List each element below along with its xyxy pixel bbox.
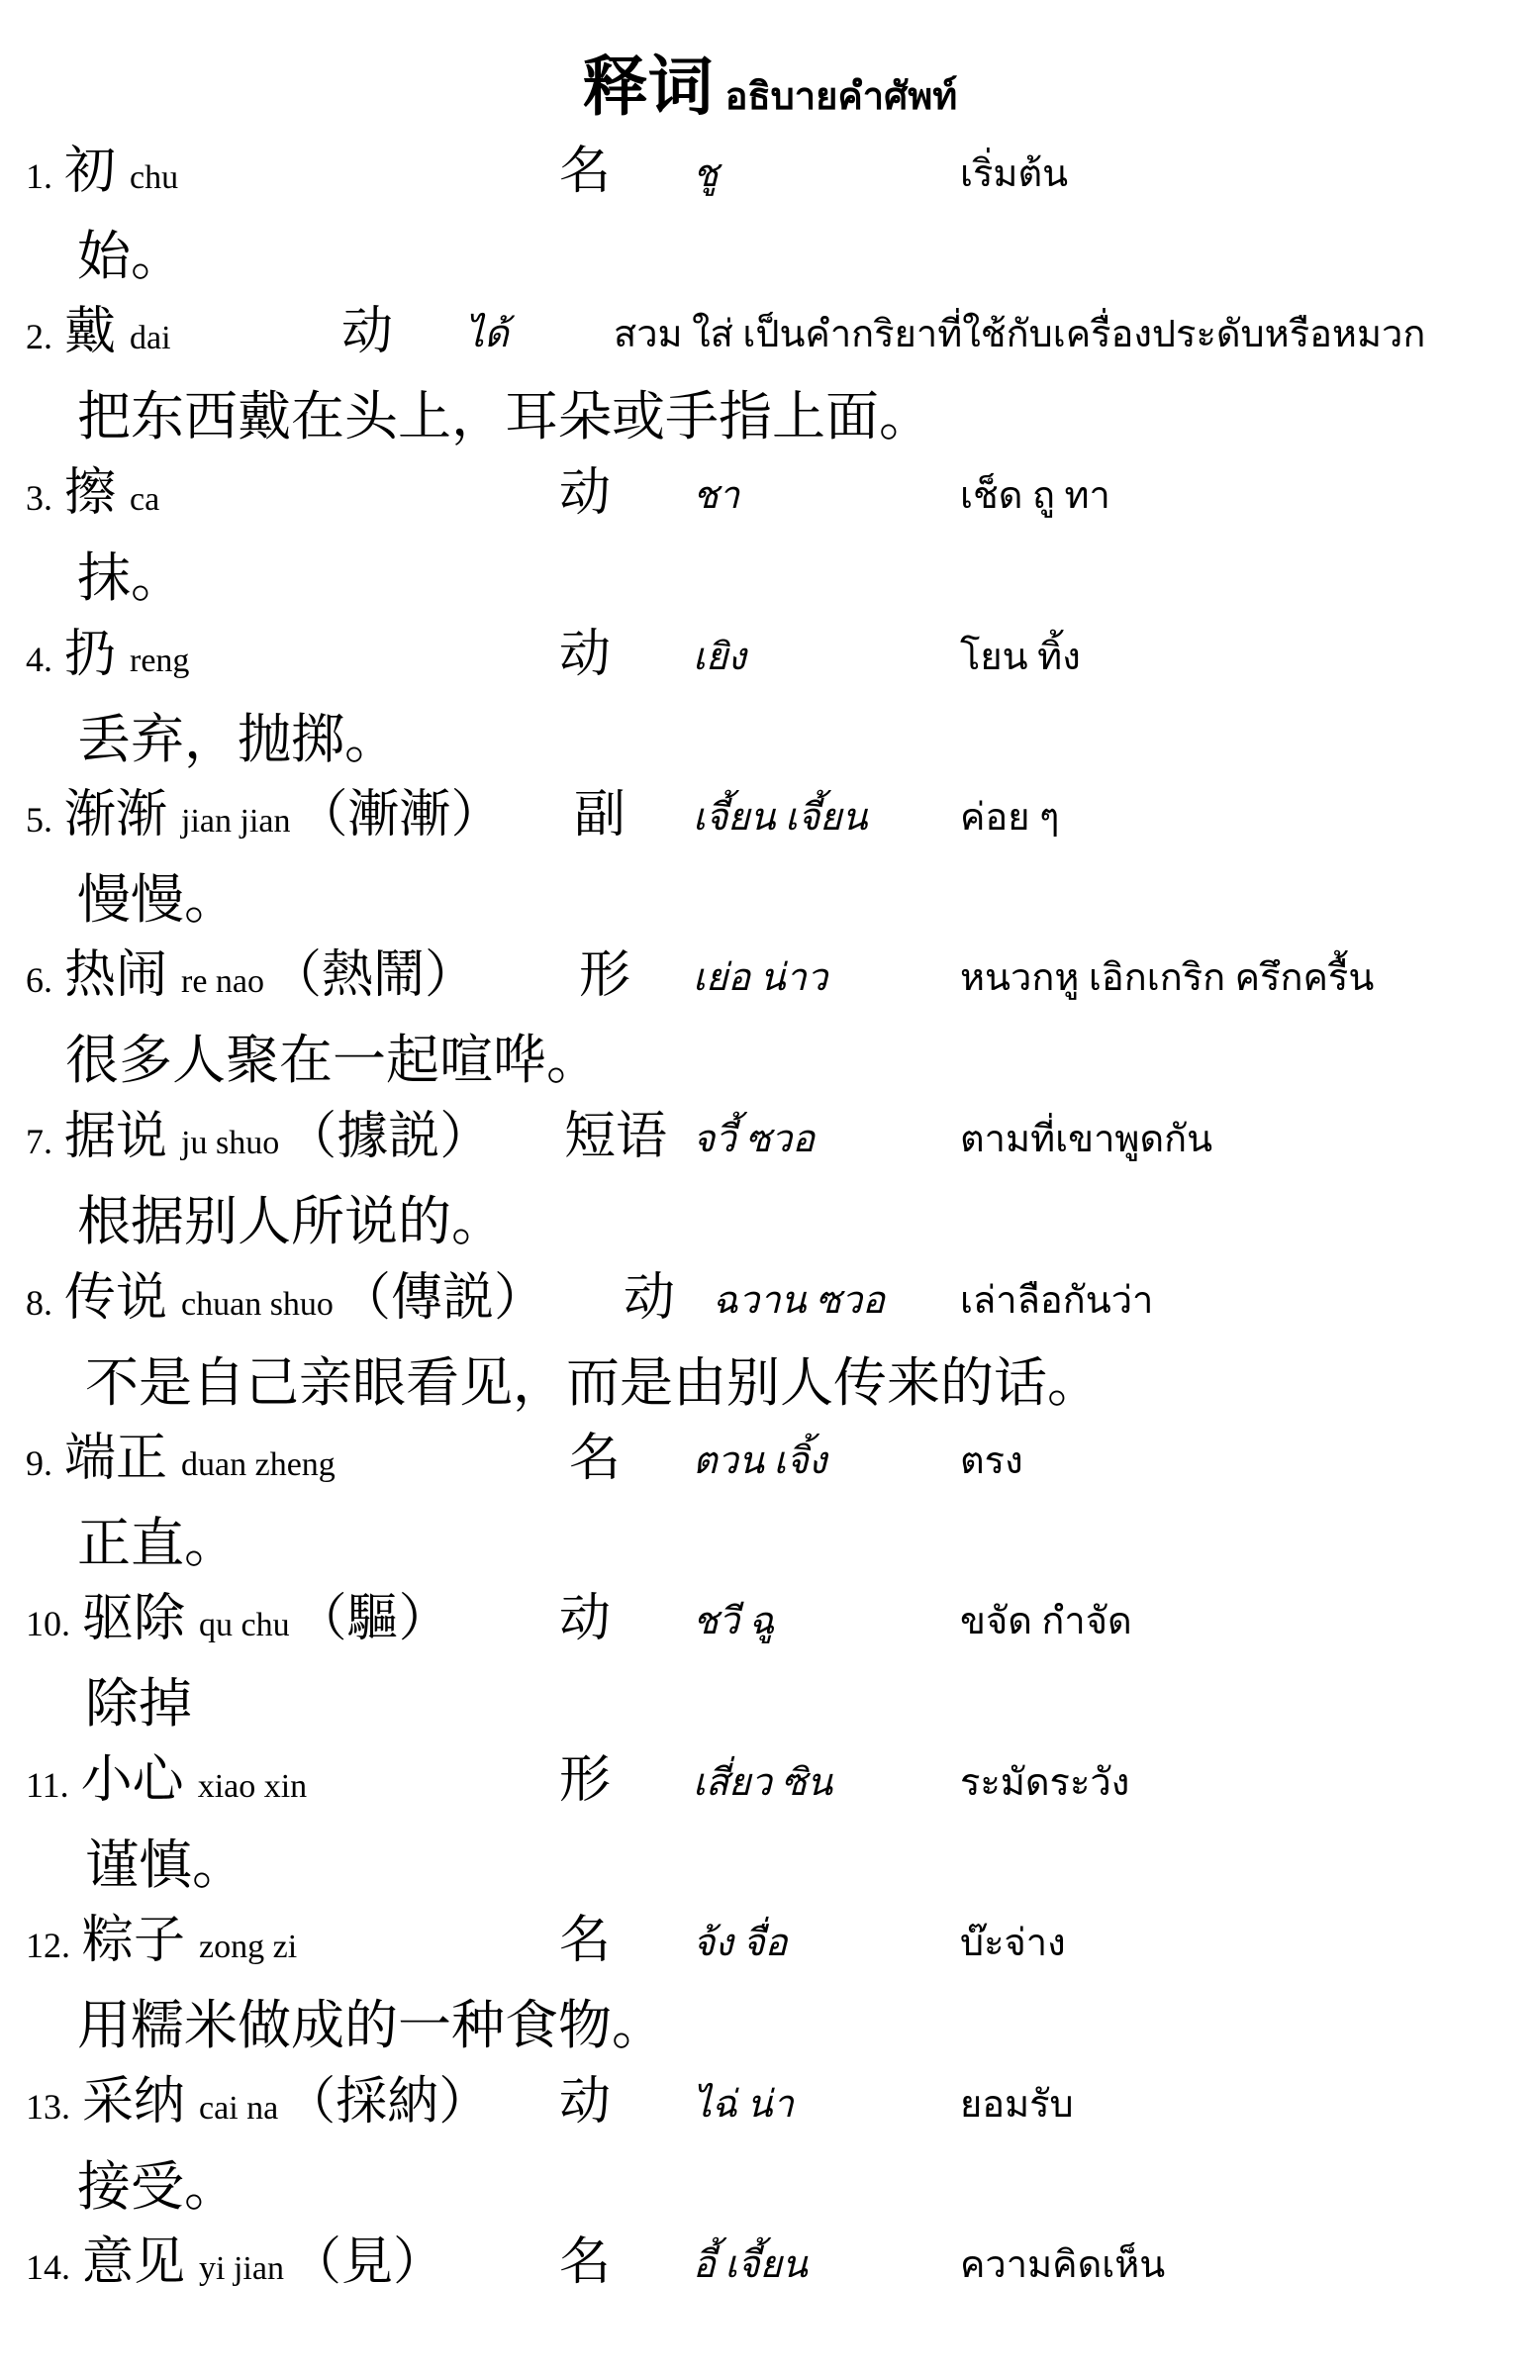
- definition: 始。: [77, 225, 184, 287]
- list-item: [0, 129, 1540, 289]
- entry-number: 3.: [26, 478, 52, 518]
- thai-pronunciation: เจี้ยน เจี้ยน: [693, 797, 868, 839]
- title-thai: อธิบายคำศัพท์: [724, 76, 958, 118]
- headword-line: [26, 2059, 490, 2138]
- list-item: [0, 1094, 1540, 1254]
- thai-meaning: หนวกหู เอิกเกริก ครึกครื้น: [960, 957, 1375, 999]
- list-item: [0, 1898, 1540, 2058]
- part-of-speech: 动: [559, 625, 612, 684]
- headword: 小心: [80, 1750, 184, 1810]
- thai-pronunciation: เย่อ น่าว: [693, 957, 828, 999]
- thai-meaning: โยน ทิ้ง: [960, 637, 1081, 678]
- thai-pronunciation: ชู: [693, 153, 719, 195]
- headword-line: [26, 1576, 450, 1655]
- thai-meaning: เริ่มต้น: [960, 153, 1069, 195]
- thai-meaning: ค่อย ๆ: [960, 797, 1060, 839]
- part-of-speech: 名: [559, 142, 612, 201]
- headword-line: [26, 1898, 303, 1977]
- entry-number: 5.: [26, 800, 52, 840]
- headword-line: [26, 933, 476, 1012]
- pinyin: reng: [130, 643, 190, 679]
- headword-line: [26, 289, 177, 368]
- thai-meaning: ความคิดเห็น: [960, 2244, 1166, 2286]
- thai-meaning: ตามที่เขาพูดกัน: [960, 1119, 1213, 1160]
- thai-pronunciation: จ้ง จื่อ: [693, 1923, 788, 1964]
- definition: 丢弃，抛掷。: [77, 708, 398, 770]
- pinyin: cai na: [199, 2090, 279, 2127]
- traditional-form: （採納）: [284, 2072, 491, 2132]
- list-item: [0, 450, 1540, 611]
- headword: 采纳: [82, 2072, 186, 2132]
- entry-number: 4.: [26, 640, 52, 679]
- thai-meaning: ระมัดระวัง: [960, 1762, 1130, 1804]
- thai-pronunciation: เยิง: [693, 637, 746, 678]
- headword: 粽子: [82, 1911, 186, 1970]
- headword-line: [26, 1094, 491, 1173]
- part-of-speech: 名: [559, 1911, 612, 1970]
- thai-meaning: บ๊ะจ่าง: [960, 1923, 1066, 1964]
- definition: 很多人聚在一起喧哗。: [65, 1029, 600, 1091]
- definition: 把东西戴在头上，耳朵或手指上面。: [77, 385, 932, 447]
- headword-line: [26, 612, 195, 691]
- part-of-speech: 动: [559, 1589, 612, 1648]
- thai-meaning: ขจัด กำจัด: [960, 1601, 1132, 1642]
- entry-number: 9.: [26, 1443, 52, 1483]
- thai-pronunciation: เสี่ยว ซิน: [693, 1762, 833, 1804]
- entry-number: 8.: [26, 1283, 52, 1323]
- definition: 谨慎。: [85, 1834, 245, 1896]
- pinyin: xiao xin: [197, 1768, 308, 1805]
- thai-pronunciation: ได้: [465, 314, 509, 355]
- entry-number: 11.: [26, 1765, 69, 1805]
- list-item: [0, 1737, 1540, 1898]
- headword: 戴: [64, 302, 117, 361]
- part-of-speech: 名: [559, 2232, 612, 2292]
- definition: 根据别人所说的。: [77, 1190, 505, 1252]
- pinyin: ju shuo: [181, 1125, 280, 1161]
- traditional-form: （熱鬧）: [270, 945, 477, 1005]
- entry-number: 2.: [26, 317, 52, 356]
- list-item: [0, 289, 1540, 449]
- part-of-speech: 动: [624, 1268, 676, 1328]
- list-item: [0, 933, 1540, 1093]
- headword: 擦: [64, 463, 117, 523]
- list-item: [0, 772, 1540, 933]
- thai-pronunciation: ชา: [693, 475, 740, 517]
- part-of-speech: 动: [559, 463, 612, 523]
- entry-number: 6.: [26, 960, 52, 1000]
- entry-number: 13.: [26, 2087, 70, 2127]
- headword-line: [26, 129, 184, 208]
- pinyin: chuan shuo: [181, 1286, 334, 1323]
- pinyin: qu chu: [199, 1607, 290, 1643]
- headword-line: [26, 1255, 545, 1335]
- part-of-speech: 短语: [564, 1107, 668, 1166]
- headword: 驱除: [82, 1589, 186, 1648]
- part-of-speech: 副: [574, 785, 626, 844]
- thai-pronunciation: จวี้ ซวอ: [693, 1119, 816, 1160]
- thai-meaning: สวม ใส่ เป็นคำกริยาที่ใช้กับเครื่องประดับหรือหมวก: [614, 314, 1426, 355]
- pinyin: duan zheng: [181, 1446, 336, 1483]
- traditional-form: （漸漸）: [296, 785, 503, 844]
- list-item: [0, 2059, 1540, 2220]
- headword-line: [26, 1737, 313, 1817]
- definition: 正直。: [77, 1512, 238, 1574]
- entry-number: 10.: [26, 1604, 70, 1643]
- definition: 接受。: [77, 2155, 238, 2218]
- part-of-speech: 动: [559, 2072, 612, 2132]
- entry-number: 12.: [26, 1926, 70, 1965]
- headword: 传说: [64, 1268, 168, 1328]
- list-item: [0, 2220, 1540, 2380]
- headword: 初: [64, 142, 117, 201]
- definition: 慢慢。: [77, 868, 238, 931]
- headword-line: [26, 772, 503, 851]
- list-item: [0, 1255, 1540, 1416]
- headword-line: [26, 450, 165, 530]
- headword: 扔: [64, 625, 117, 684]
- thai-meaning: ตรง: [960, 1440, 1023, 1482]
- part-of-speech: 形: [559, 1750, 612, 1810]
- page-title: [0, 34, 1540, 128]
- pinyin: yi jian: [199, 2250, 284, 2287]
- list-item: [0, 1576, 1540, 1736]
- definition: 用糯米做成的一种食物。: [77, 1994, 665, 2056]
- traditional-form: （見）: [289, 2232, 444, 2292]
- headword: 据说: [64, 1107, 168, 1166]
- definition: 抹。: [77, 546, 184, 609]
- headword-line: [26, 1416, 341, 1495]
- pinyin: dai: [130, 320, 171, 356]
- part-of-speech: 形: [579, 945, 631, 1005]
- headword: 热闹: [64, 945, 168, 1005]
- thai-meaning: เล่าลือกันว่า: [960, 1280, 1154, 1322]
- entry-number: 14.: [26, 2247, 70, 2287]
- thai-pronunciation: ตวน เจิ้ง: [693, 1440, 827, 1482]
- thai-pronunciation: ชวี ฉู: [693, 1601, 775, 1642]
- pinyin: zong zi: [199, 1929, 298, 1965]
- thai-pronunciation: อี้ เจี้ยน: [693, 2244, 808, 2286]
- thai-meaning: เช็ด ถู ทา: [960, 475, 1110, 517]
- entry-number: 1.: [26, 156, 52, 196]
- entry-number: 7.: [26, 1122, 52, 1161]
- headword-line: [26, 2220, 444, 2299]
- definition: 不是自己亲眼看见，而是由别人传来的话。: [85, 1351, 1101, 1414]
- pinyin: ca: [130, 481, 160, 518]
- headword: 渐渐: [64, 785, 168, 844]
- thai-meaning: ยอมรับ: [960, 2084, 1074, 2126]
- pinyin: re nao: [181, 963, 265, 1000]
- headword: 意见: [82, 2232, 186, 2292]
- traditional-form: （驅）: [295, 1589, 450, 1648]
- pinyin: jian jian: [181, 803, 291, 840]
- traditional-form: （據説）: [285, 1107, 492, 1166]
- part-of-speech: 动: [341, 302, 394, 361]
- title-chinese: 释词: [582, 48, 714, 125]
- thai-pronunciation: ไฉ่ น่า: [693, 2084, 794, 2126]
- list-item: [0, 1416, 1540, 1576]
- pinyin: chu: [130, 159, 179, 196]
- list-item: [0, 612, 1540, 772]
- traditional-form: （傳説）: [338, 1268, 545, 1328]
- definition: 除掉: [85, 1672, 192, 1735]
- thai-pronunciation: ฉวาน ซวอ: [713, 1280, 885, 1322]
- part-of-speech: 名: [569, 1429, 622, 1488]
- headword: 端正: [64, 1429, 168, 1488]
